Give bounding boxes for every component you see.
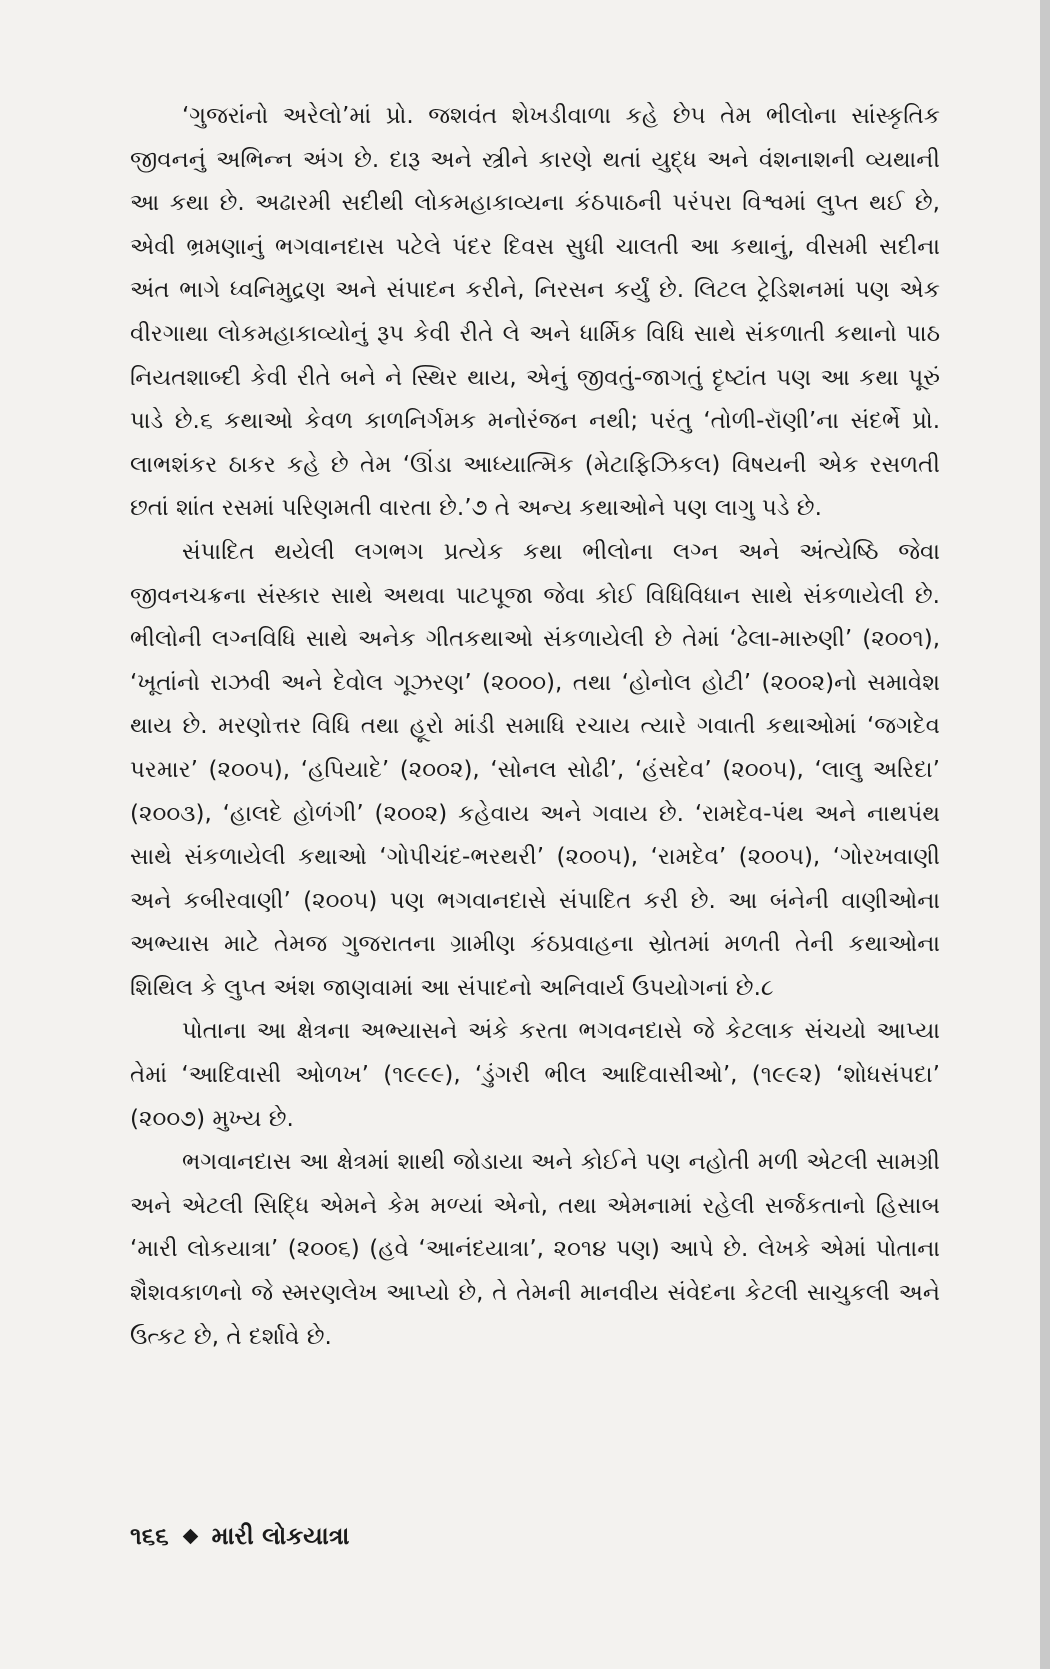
body-text [130,95,940,1359]
paragraph-1: ‘ગુજરાંનો અરેલો’માં પ્રો. જશવંત શેખડીવાળા કહે છે૫ તેમ ભીલોના સાંસ્કૃતિક જીવનનું અભિન્ન અંગ છે. દારૂ અને સ્ત્રીને કારણે થતાં યુદ્ધ અને વંશનાશની વ્યથાની આ કથા છે. અઢારમી સદીથી લોકમહાકાવ્યના કંઠપાઠની પરંપરા વિશ્વમાં લુપ્ત થઈ છે, એવી ભ્રમણાનું ભગવાનદાસ પટેલે પંદર દિવસ સુધી ચાલતી આ કથાનું, વીસમી સદીના અંત ભાગે ધ્વનિમુદ્રણ અને સંપાદન કરીને, નિરસન કર્યું છે. લિટલ ટ્રેડિશનમાં પણ એક વીરગાથા લોકમહાકાવ્યોનું રૂપ કેવી રીતે લે અને ધાર્મિક વિધિ સાથે સંકળાતી કથાનો પાઠ નિયતશાબ્દી કેવી રીતે બને ને સ્થિર થાય, એનું જીવતું-જાગતું દૃષ્ટાંત પણ આ કથા પૂરું પાડે છે.૬ કથાઓ કેવળ કાળનિર્ગમક મનોરંજન નથી; પરંતુ ‘તોળી-રૉણી’ના સંદર્ભે પ્રો. લાભશંકર ઠાકર કહે છે તેમ ‘ઊંડા આધ્યાત્મિક (મેટાફિઝિકલ) વિષયની એક રસળતી છતાં શાંત રસમાં પરિણમતી વારતા છે.’૭ તે અન્ય કથાઓને પણ લાગુ પડે છે. [130,103,940,522]
diamond-icon [182,1528,198,1544]
paragraph-4: ભગવાનદાસ આ ક્ષેત્રમાં શાથી જોડાયા અને કોઈને પણ નહોતી મળી એટલી સામગ્રી અને એટલી સિદ્ધિ એમને કેમ મળ્યાં એનો, તથા એમનામાં રહેલી સર્જકતાનો હિસાબ ‘મારી લોકયાત્રા’ (૨૦૦૬) (હવે ‘આનંદયાત્રા’, ૨૦૧૪ પણ) આપે છે. લેખકે એમાં પોતાના શૈશવકાળનો જે સ્મરણલેખ આપ્યો છે, તે તેમની માનવીય સંવેદના કેટલી સાચુકલી અને ઉત્કટ છે, તે દર્શાવે છે. [130,1149,940,1350]
paragraph-3: પોતાના આ ક્ષેત્રના અભ્યાસને અંકે કરતા ભગવનદાસે જે કેટલાક સંચયો આપ્યા તેમાં ‘આદિવાસી ઓળખ’ (૧૯૯૯), ‘ડુંગરી ભીલ આદિવાસીઓ’, (૧૯૯૨) ‘શોધસંપદા’ (૨૦૦૭) મુખ્ય છે. [130,1018,940,1132]
running-title: મારી લોકયાત્રા [211,1522,350,1550]
page-number: ૧૬૬ [130,1522,169,1550]
paragraph-2: સંપાદિત થયેલી લગભગ પ્રત્યેક કથા ભીલોના લગ્ન અને અંત્યેષ્ઠિ જેવા જીવનચક્રના સંસ્કાર સાથે અથવા પાટપૂજા જેવા કોઈ વિધિવિધાન સાથે સંકળાયેલી છે. ભીલોની લગ્નવિધિ સાથે અનેક ગીતકથાઓ સંકળાયેલી છે તેમાં ‘ઢેલા-મારુણી’ (૨૦૦૧), ‘ખૂતાંનો રાઝવી અને દેવોલ ગૂઝરણ’ (૨૦૦૦), તથા ‘હોનોલ હોટી’ (૨૦૦૨)નો સમાવેશ થાય છે. મરણોત્તર વિધિ તથા હૂરો માંડી સમાધિ રચાય ત્યારે ગવાતી કથાઓમાં ‘જગદેવ પરમાર’ (૨૦૦૫), ‘હપિયાદે’ (૨૦૦૨), ‘સોનલ સોઢી’, ‘હંસદેવ’ (૨૦૦૫), ‘લાલુ અરિદા’ (૨૦૦૩), ‘હાલદે હોળંગી’ (૨૦૦૨) કહેવાય અને ગવાય છે. ‘રામદેવ-પંથ અને નાથપંથ સાથે સંકળાયેલી કથાઓ ‘ગોપીચંદ-ભરથરી’ (૨૦૦૫), ‘રામદેવ’ (૨૦૦૫), ‘ગોરખવાણી અને કબીરવાણી’ (૨૦૦૫) પણ ભગવાનદાસે સંપાદિત કરી છે. આ બંનેની વાણીઓના અભ્યાસ માટે તેમજ ગુજરાતના ગ્રામીણ કંઠપ્રવાહના સ્રોતમાં મળતી તેની કથાઓના શિથિલ કે લુપ્ત અંશ જાણવામાં આ સંપાદનો અનિવાર્ય ઉપયોગનાં છે.૮ [130,538,940,1001]
page-edge [1040,0,1050,1669]
page-footer [130,1522,349,1550]
